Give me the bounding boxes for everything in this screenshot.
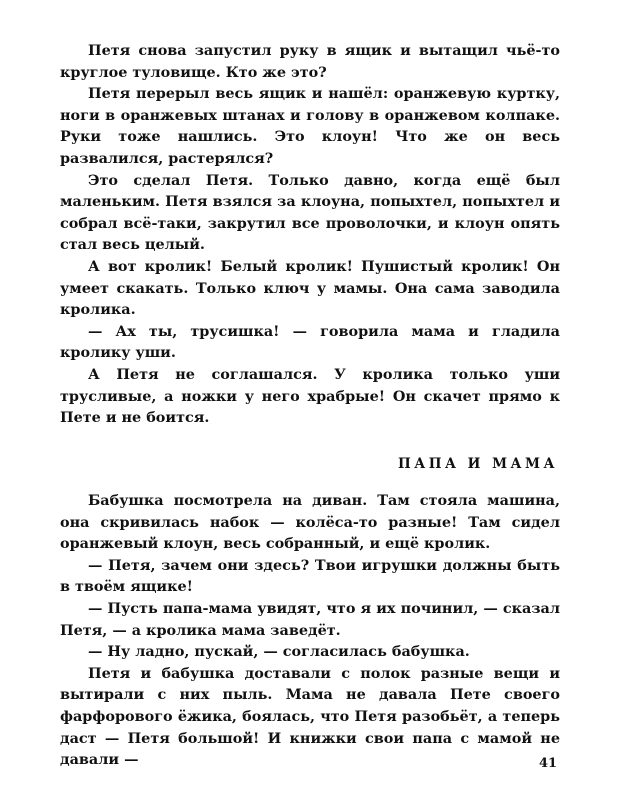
text-section-bottom <box>60 490 560 771</box>
text-section-top <box>60 40 560 429</box>
paragraph: Петя снова запустил руку в ящик и вытащил чьё-то круглое туловище. Кто же это? <box>60 42 560 81</box>
paragraph: А вот кролик! Белый кролик! Пушистый кролик! Он умеет скакать. Только ключ у мамы. Она сама заводила кролика. <box>60 257 560 319</box>
paragraph: Бабушка посмотрела на диван. Там стояла машина, она скривилась набок — колёса-то разные! Там сидел оранжевый клоун, весь собранный, и ещё кролик. <box>60 492 560 553</box>
paragraph: — Пусть папа-мама увидят, что я их починил, — сказал Петя, — а кролика мама заведёт. <box>60 599 560 639</box>
section-heading: ПАПА И МАМА <box>397 456 558 472</box>
paragraph: Петя перерыл весь ящик и нашёл: оранжевую куртку, ноги в оранжевых штанах и голову в оранжевом колпаке. Руки тоже нашлись. Это клоун! Что же он весь развалился, растерялся? <box>60 85 560 167</box>
paragraph: Петя и бабушка доставали с полок разные вещи и вытирали с них пыль. Мама не давала Пете своего фарфорового ёжика, боялась, что Петя разобьёт, а теперь даст — Петя большой! И книжки свои папа с мамой не давали — <box>60 664 560 769</box>
paragraph: — Ну ладно, пускай, — согласилась бабушка. <box>88 643 470 661</box>
paragraph: А Петя не соглашался. У кролика только уши трусливые, а ножки у него храбрые! Он скачет прямо к Пете и не боится. <box>60 365 560 427</box>
paragraph: Это сделал Петя. Только давно, когда ещё был маленьким. Петя взялся за клоуна, попыхтел, попыхтел и собрал всё-таки, закрутил все проволочки, и клоун опять стал весь целый. <box>60 171 560 254</box>
page-number: 41 <box>539 756 558 771</box>
paragraph: — Петя, зачем они здесь? Твои игрушки должны быть в твоём ящике! <box>60 556 560 596</box>
paragraph: — Ах ты, трусишка! — говорила мама и гладила кролику уши. <box>60 322 560 362</box>
